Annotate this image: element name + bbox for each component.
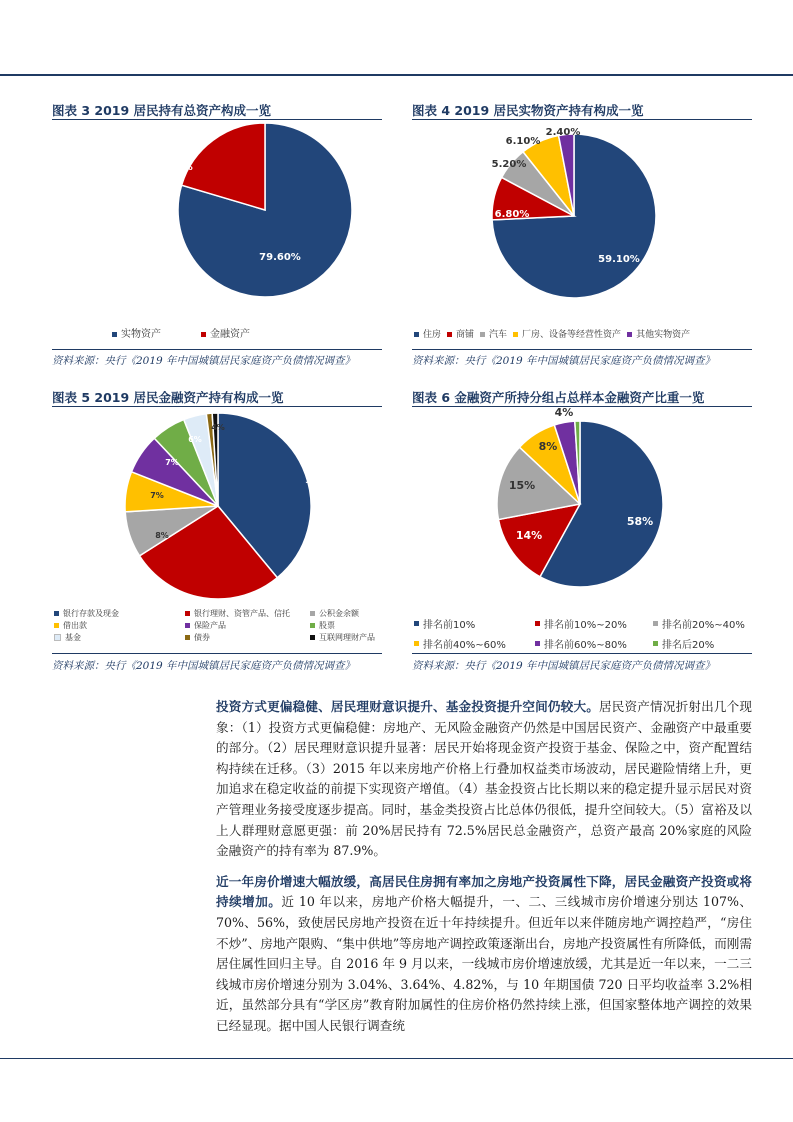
figure-title: 图表 6 金融资产所持分组占总样本金融资产比重一览 — [412, 390, 705, 405]
pie-label: 8% — [155, 531, 169, 540]
paragraph-lead: 投资方式更偏稳健、居民理财意识提升、基金投资提升空间仍较大。 — [216, 699, 599, 714]
chart-legend — [112, 325, 250, 340]
source-rule — [52, 653, 382, 654]
legend-item: 排名前10%~20% — [535, 616, 627, 631]
pie-chart-wealth-groups — [412, 406, 752, 600]
pie-label: 15% — [508, 479, 536, 492]
pie-label: 4% — [554, 406, 574, 419]
pie-label: 58% — [626, 515, 654, 528]
pie-chart-physical-assets — [412, 125, 752, 315]
pie-label: 79.60% — [259, 252, 301, 263]
body-text — [216, 697, 752, 1047]
source-note: 资料来源：央行《2019 年中国城镇居民家庭资产负债情况调查》 — [52, 355, 356, 367]
legend-item: 银行存款及现金 — [54, 608, 119, 619]
legend-item: 汽车 — [480, 327, 507, 340]
legend-item: 厂房、设备等经营性资产 — [513, 327, 621, 340]
legend-item: 其他实物资产 — [627, 327, 690, 340]
legend-item: 银行理财、资管产品、信托 — [185, 608, 290, 619]
legend-item: 排名前60%~80% — [535, 636, 627, 651]
pie-label: 39% — [305, 476, 325, 485]
paragraph-body: 居民资产情况折射出几个现象：（1）投资方式更偏稳健：房地产、无风险金融资产仍然是中国居民资产、金融资产中最重要的部分。（2）居民理财意识提升显著：居民开始将现金资产投资于基金、保险之中，资产配置结构持续在迁移。（3）2015 年以来房地产价格上行叠加权益类市场波动，居民避险情绪上升，更加追求在稳定收益的前提下实现资产增值。（4）基金投资占比长期以来的稳定提升显示居民对资产管理业务接受度逐步提高。同时，基金类投资占比总体仍很低，提升空间较大。（5）富裕及以上人群理财意愿更强：前 20%居民持有 72.5%居民总金融资产，总资产最高 20%家庭的风险金融资产的持有率为 87.9%。 — [216, 699, 753, 859]
title-underline — [412, 406, 752, 407]
pie-label: 2.40% — [545, 127, 581, 138]
legend-item: 排名前10% — [414, 616, 475, 631]
legend-item: 公积金余额 — [310, 608, 359, 619]
figure-title: 图表 3 2019 居民持有总资产构成一览 — [52, 103, 272, 118]
chart-legend — [414, 327, 690, 340]
legend-item: 排名后20% — [653, 636, 714, 651]
paragraph — [216, 697, 752, 862]
paragraph-body: 近 10 年以来，房地产价格大幅提升，一、二、三线城市房价增速分别达 107%、70%、56%，致使居民房地产投资在近十年持续提升。但近年以来伴随房地产调控趋严，“房住不炒”、房地产限购、“集中供地”等房地产调控政策逐渐出台，房地产投资属性有所降低，而刚需居住属性回归主导。自 2016 年 9 月以来，一线城市房价增速放缓，尤其是近一年以来，一二三线城市房价增速分别为 3.04%、3.64%、4.82%，与 10 年期国债 720 日平均收益率 3.2%相近，虽然部分具有“学区房”教育附加属性的住房价格仍然持续上涨，但国家整体地产调控的效果已经显现。据中国人民银行调查统 — [216, 894, 753, 1033]
legend-item: 商铺 — [447, 327, 474, 340]
source-rule — [52, 349, 382, 350]
source-note: 资料来源：央行《2019 年中国城镇居民家庭资产负债情况调查》 — [412, 660, 716, 672]
paragraph — [216, 872, 752, 1037]
legend-item: 互联网理财产品 — [310, 632, 375, 643]
title-underline — [52, 119, 382, 120]
figure-title: 图表 5 2019 居民金融资产持有构成一览 — [52, 390, 284, 405]
legend-item: 债券 — [185, 632, 210, 643]
pie-chart-total-assets — [52, 125, 382, 305]
pie-label: 7% — [165, 458, 179, 467]
legend-item: 实物资产 — [112, 325, 161, 340]
source-rule — [412, 349, 752, 350]
pie-chart-financial-assets — [52, 410, 382, 610]
pie-label: 6.80% — [494, 209, 530, 220]
legend-item: 股票 — [310, 620, 335, 631]
pie-label: 27% — [218, 585, 238, 594]
pie-label: 8% — [538, 440, 558, 453]
legend-item: 排名前20%~40% — [653, 616, 745, 631]
header-rule — [0, 74, 793, 76]
legend-item: 基金 — [54, 632, 81, 643]
legend-item: 金融资产 — [201, 325, 250, 340]
source-note: 资料来源：央行《2019 年中国城镇居民家庭资产负债情况调查》 — [52, 660, 356, 672]
pie-label: 7% — [150, 491, 164, 500]
paragraph-lead: 近一年房价增速大幅放缓，高居民住房拥有率加之房地产投资属性下降，居民金融资产投资或将持续增加。 — [216, 873, 752, 910]
pie-label: 4% — [211, 423, 225, 432]
pie-label: 20.40% — [151, 162, 193, 173]
legend-item: 借出款 — [54, 620, 87, 631]
pie-label: 6.10% — [505, 136, 541, 147]
footer-rule — [0, 1058, 793, 1059]
legend-item: 住房 — [414, 327, 441, 340]
source-note: 资料来源：央行《2019 年中国城镇居民家庭资产负债情况调查》 — [412, 355, 716, 367]
title-underline — [412, 119, 752, 120]
pie-label: 6% — [188, 435, 202, 444]
legend-item: 保险产品 — [185, 620, 226, 631]
pie-label: 14% — [515, 529, 543, 542]
source-rule — [412, 653, 752, 654]
figure-title: 图表 4 2019 居民实物资产持有构成一览 — [412, 103, 644, 118]
pie-label: 5.20% — [491, 159, 527, 170]
legend-item: 排名前40%~60% — [414, 636, 506, 651]
pie-label: 59.10% — [598, 254, 640, 265]
title-underline — [52, 406, 382, 407]
